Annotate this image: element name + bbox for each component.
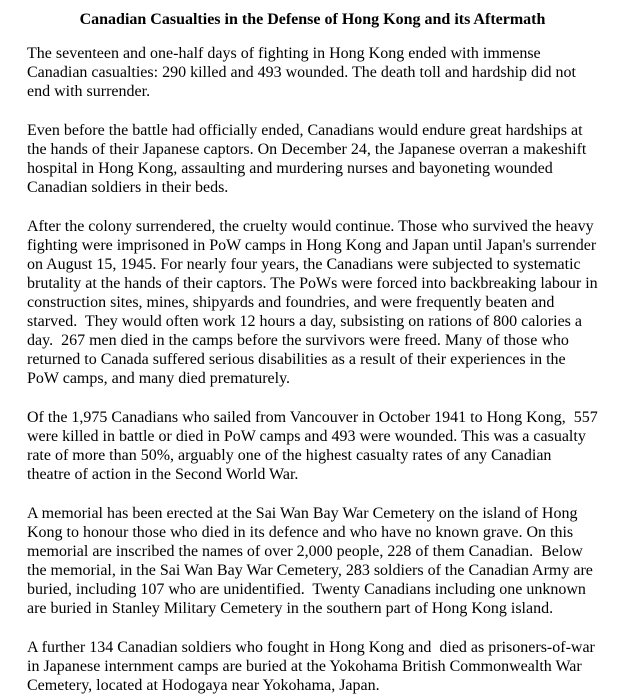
paragraph-casualty-rate: Of the 1,975 Canadians who sailed from Vancouver in October 1941 to Hong Kong, 557 were killed in battle or died in PoW camps and 493 were wounded. This was a casualty rate of more than 50%, arguably one of the highest casualty rates of any Canadian theatre of action in the Second World War. <box>27 409 602 483</box>
paragraph-hospital-atrocity: Even before the battle had officially ended, Canadians would endure great hardships at the hands of their Japanese captors. On December 24, the Japanese overran a makeshift hospital in Hong Kong, assaulting and murdering nurses and bayoneting wounded Canadian soldiers in their beds. <box>27 122 591 196</box>
paragraph-yokohama-cemetery: A further 134 Canadian soldiers who fought in Hong Kong and died as prisoners-of-war in Japanese internment camps are buried at the Yokohama British Commonwealth War Cemetery, located at Hodogaya near Yokohama, Japan. <box>27 639 599 694</box>
paragraph-sai-wan-memorial: A memorial has been erected at the Sai Wan Bay War Cemetery on the island of Hong Kong to honour those who died in its defence and who have no known grave. On this memorial are inscribed the names of over 2,000 people, 228 of them Canadian. Below the memorial, in the Sai Wan Bay War Cemetery, 283 soldiers of the Canadian Army are buried, including 107 who are unidentified. Twenty Canadians including one unknown are buried in Stanley Military Cemetery in the southern part of Hong Kong island. <box>27 505 597 617</box>
paragraph-casualty-summary: The seventeen and one-half days of fighting in Hong Kong ended with immense Canadian casualties: 290 killed and 493 wounded. The death toll and hardship did not end with surrender. <box>27 45 580 100</box>
document-title: Canadian Casualties in the Defense of Hong Kong and its Aftermath <box>79 11 546 28</box>
paragraph-pow-camps: After the colony surrendered, the cruelty would continue. Those who survived the heavy fighting were imprisoned in PoW camps in Hong Kong and Japan until Japan's surrender on August 15, 1945. For nearly four years, the Canadians were subjected to systematic brutality at the hands of their captors. The PoWs were forced into backbreaking labour in construction sites, mines, shipyards and foundries, and were frequently beaten and starved. They would often work 12 hours a day, subsisting on rations of 800 calories a day. 267 men died in the camps before the survivors were freed. Many of those who returned to Canada suffered serious disabilities as a result of their experiences in the PoW camps, and many died prematurely. <box>27 218 602 387</box>
